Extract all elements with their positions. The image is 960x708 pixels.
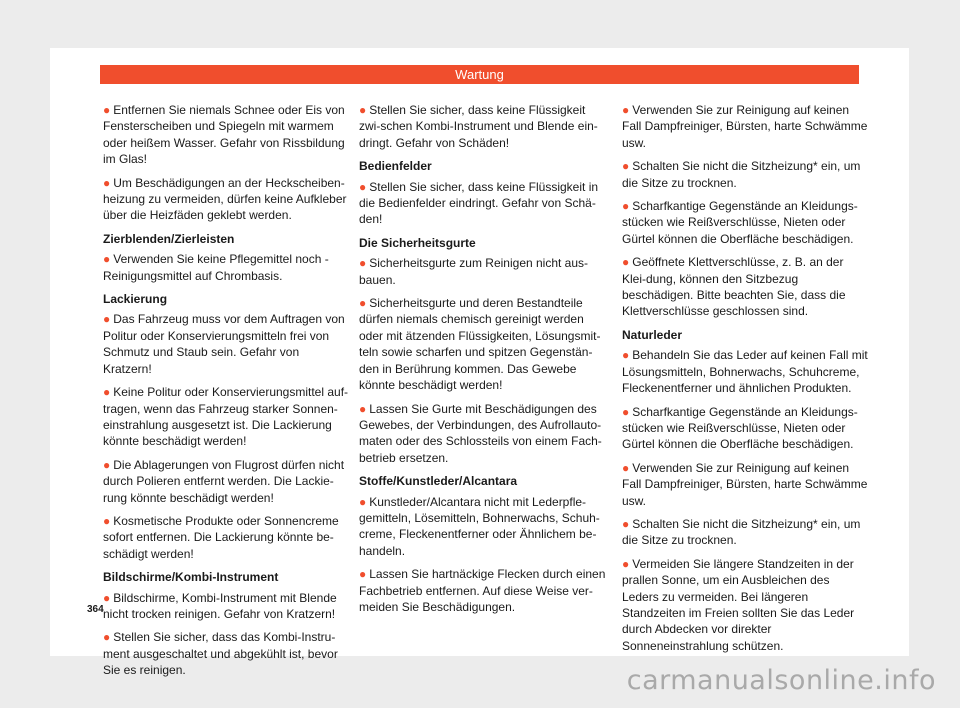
bullet-text: Stellen Sie sicher, dass keine Flüssigkeit in die Bedienfelder eindringt. Gefahr von Schä-den! [359,179,599,227]
bullet-text: Entfernen Sie niemals Schnee oder Eis von Fensterscheiben und Spiegeln mit warmem oder heißem Wasser. Gefahr von Rissbildung im Glas! [103,103,345,167]
section-heading: Die Sicherheitsgurte [359,235,476,250]
section-heading: Naturleder [622,327,683,342]
bullet-paragraph [103,102,350,168]
text-column-2 [359,102,606,622]
bullet-text: Stellen Sie sicher, dass das Kombi-Instru-ment ausgeschaltet und abgekühlt ist, bevor Sie es reinigen. [103,630,338,678]
bullet-paragraph [359,401,606,467]
bullet-text: Schalten Sie nicht die Sitzheizung* ein, um die Sitze zu trocknen. [622,159,861,190]
section-heading: Bedienfelder [359,159,432,174]
bullet-paragraph [622,460,869,509]
bullet-text: Lassen Sie hartnäckige Flecken durch einen Fachbetrieb entfernen. Auf diese Weise ver-meiden Sie Beschädigungen. [359,567,606,614]
bullet-text: Das Fahrzeug muss vor dem Auftragen von Politur oder Konservierungsmitteln frei von Schmutz und Staub sein. Gefahr von Kratzern! [103,312,345,376]
bullet-icon: ● [103,590,111,605]
bullet-paragraph [622,102,869,151]
bullet-text: Stellen Sie sicher, dass keine Flüssigkeit zwi-schen Kombi-Instrument und Blende ein-dringt. Gefahr von Schäden! [359,103,598,150]
manual-page [50,48,909,678]
bullet-paragraph [103,384,350,450]
watermark-text: carmanualsonline.info [626,665,936,696]
bullet-paragraph [359,102,606,151]
bullet-text: Scharfkantige Gegenstände an Kleidungs-stücken wie Reißverschlüsse, Nieten oder Gürtel können die Oberfläche beschädigen. [622,404,858,452]
bullet-text: Sicherheitsgurte und deren Bestandteile dürfen niemals chemisch gereinigt werden oder mit ätzenden Flüssigkeiten, Lösungsmit-teln sowie scharfen und spitzen Gegenstän-den in Berührung kommen. Das Gewebe könnte beschädigt werden! [359,296,601,393]
bullet-paragraph [622,158,869,191]
bullet-paragraph [103,311,350,377]
bullet-paragraph [103,251,350,284]
bullet-paragraph [359,295,606,393]
bullet-text: Kosmetische Produkte oder Sonnencreme sofort entfernen. Die Lackierung könnte be-schädigt werden! [103,513,339,561]
bullet-icon: ● [103,385,111,400]
bullet-icon: ● [359,401,367,416]
text-column-1 [103,102,350,686]
bullet-icon: ● [103,312,111,327]
bullet-icon: ● [103,630,111,645]
bullet-text: Verwenden Sie keine Pflegemittel noch - Reinigungsmittel auf Chrombasis. [103,252,329,283]
bullet-paragraph [359,566,606,615]
bullet-icon: ● [622,556,630,571]
bullet-paragraph [622,556,869,654]
bullet-text: Um Beschädigungen an der Heckscheiben-heizung zu vermeiden, dürfen keine Aufkleber über die Heizfäden geklebt werden. [103,175,347,223]
bullet-icon: ● [359,494,367,509]
bullet-icon: ● [359,567,367,582]
bullet-paragraph [103,629,350,678]
bullet-text: Bildschirme, Kombi-Instrument mit Blende nicht trocken reinigen. Gefahr von Kratzern! [103,590,337,621]
text-column-3 [622,102,869,661]
bullet-text: Lassen Sie Gurte mit Beschädigungen des Gewebes, der Verbindungen, des Aufrollauto-maten oder des Schlossteils von einem Fach-betrieb ersetzen. [359,401,602,465]
bullet-text: Geöffnete Klettverschlüsse, z. B. an der Klei-dung, können den Sitzbezug beschädigen. Bitte beachten Sie, dass die Klettverschlüsse geschlossen sind. [622,255,846,319]
bullet-icon: ● [622,404,630,419]
bullet-paragraph [103,513,350,562]
bullet-icon: ● [103,457,111,472]
bullet-text: Behandeln Sie das Leder auf keinen Fall mit Lösungsmitteln, Bohnerwachs, Schuhcreme, Fleckenentferner und ähnlichen Produkten. [622,348,868,396]
bullet-text: Kunstleder/Alcantara nicht mit Lederpfle-gemitteln, Lösemitteln, Bohnerwachs, Schuh-creme, Fleckenentferner oder Ähnlichem be-handeln. [359,494,600,558]
bullet-icon: ● [622,199,630,214]
bullet-paragraph [359,255,606,288]
bullet-icon: ● [103,513,111,528]
bullet-icon: ● [359,296,367,311]
section-header [100,65,859,84]
section-heading: Zierblenden/Zierleisten [103,231,235,246]
bullet-paragraph [622,516,869,549]
section-heading: Lackierung [103,292,168,307]
bullet-paragraph [622,254,869,320]
bullet-paragraph [622,198,869,247]
bullet-icon: ● [103,175,111,190]
bullet-text: Die Ablagerungen von Flugrost dürfen nicht durch Polieren entfernt werden. Die Lackie-rung könnte beschädigt werden! [103,457,345,505]
bullet-paragraph [103,590,350,623]
bullet-paragraph [622,347,869,396]
bullet-icon: ● [359,256,367,271]
bullet-icon: ● [359,179,367,194]
bullet-icon: ● [103,252,111,267]
bullet-icon: ● [359,103,367,117]
page-number: 364 [87,604,104,615]
bullet-icon: ● [622,159,630,174]
bullet-icon: ● [622,348,630,363]
section-heading: Stoffe/Kunstleder/Alcantara [359,474,518,489]
section-heading: Bildschirme/Kombi-Instrument [103,570,279,585]
bullet-text: Keine Politur oder Konservierungsmittel auf-tragen, wenn das Fahrzeug starker Sonnen-einstrahlung ausgesetzt ist. Die Lackierung könnte beschädigt werden! [103,385,349,449]
bullet-paragraph [359,179,606,228]
bullet-text: Verwenden Sie zur Reinigung auf keinen Fall Dampfreiniger, Bürsten, harte Schwämme usw. [622,460,868,508]
bullet-icon: ● [622,516,630,531]
bullet-paragraph [622,404,869,453]
bullet-text: Sicherheitsgurte zum Reinigen nicht aus-bauen. [359,256,589,287]
bullet-paragraph [103,175,350,224]
bullet-icon: ● [622,103,630,117]
bullet-paragraph [103,457,350,506]
bullet-text: Schalten Sie nicht die Sitzheizung* ein, um die Sitze zu trocknen. [622,516,861,548]
bullet-icon: ● [622,255,630,270]
bullet-text: Verwenden Sie zur Reinigung auf keinen Fall Dampfreiniger, Bürsten, harte Schwämme usw. [622,103,868,150]
bullet-icon: ● [103,103,111,117]
section-title: Wartung [455,67,504,82]
bullet-paragraph [359,494,606,560]
bullet-text: Vermeiden Sie längere Standzeiten in der prallen Sonne, um ein Ausbleichen des Leders zu vermeiden. Bei längeren Standzeiten im Freien sollten Sie das Leder durch Abdecken vor direkter Sonneneinstrahlung schützen. [622,556,855,653]
bullet-text: Scharfkantige Gegenstände an Kleidungs-stücken wie Reißverschlüsse, Nieten oder Gürtel können die Oberfläche beschädigen. [622,199,858,246]
bullet-icon: ● [622,460,630,475]
